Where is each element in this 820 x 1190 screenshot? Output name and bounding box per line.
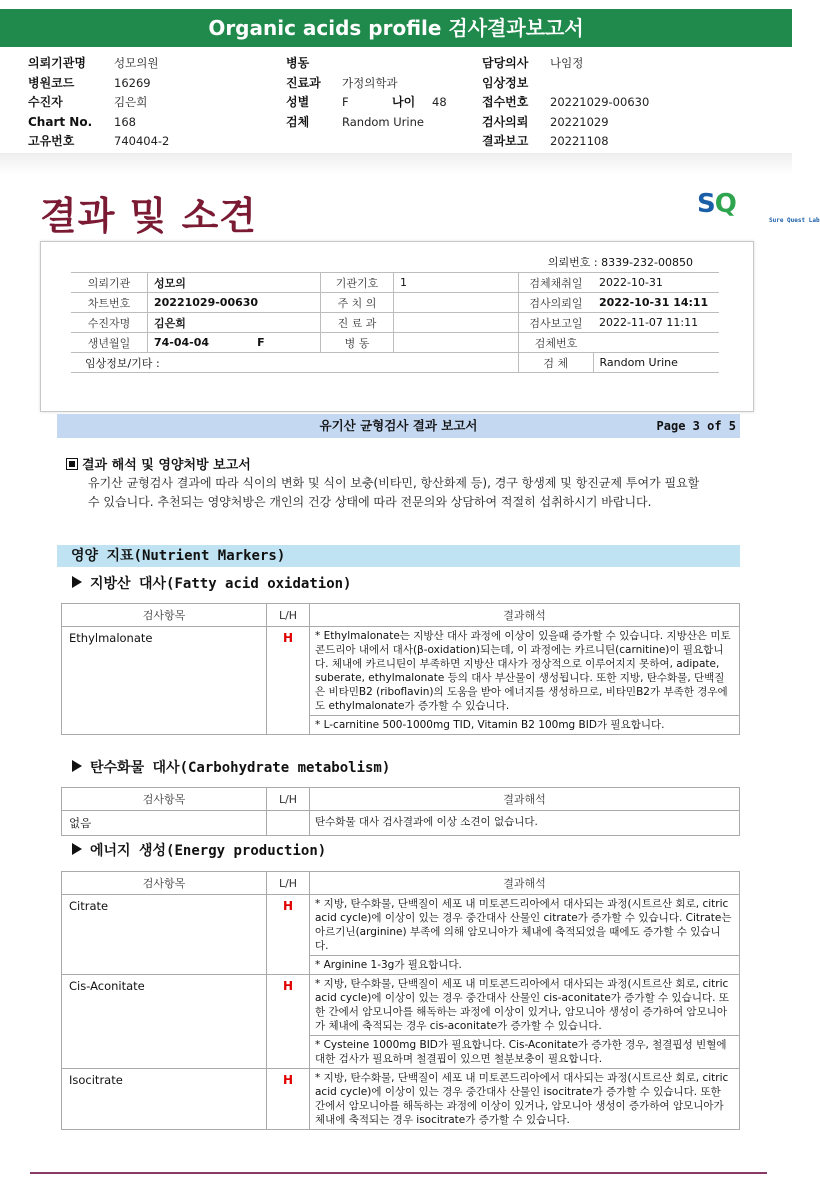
triangle-bullet-icon	[72, 760, 82, 772]
logo-mark-icon: SQ	[697, 189, 736, 219]
cell-label: 차트번호	[71, 293, 148, 313]
interpretation-paragraph: * 지방, 탄수화물, 단백질이 세포 내 미토콘드리아에서 대사되는 과정(시트르산 회로, citric acid cycle)에 이상이 있는 경우 중간대사 산물인 citrate가 증가할 수 있습니다. Citrate는 아르기닌(arginine) 부족에 의해 암모니아가 체내에 축적되었을 때에도 증가할 수 있습니다.	[315, 898, 732, 952]
cell-label: 의뢰기관	[71, 273, 148, 293]
label-unique-no: 고유번호	[28, 134, 75, 148]
specimen-label: 검 체	[519, 353, 594, 373]
interpretation-cell	[310, 895, 740, 975]
value-chart-no: 168	[114, 114, 136, 129]
high-flag: H	[267, 1069, 310, 1130]
subsection-carbohydrate: 탄수화물 대사(Carbohydrate metabolism)	[72, 757, 390, 777]
lab-logo	[697, 189, 820, 229]
cell-value: 2022-11-07 11:11	[593, 313, 719, 333]
header-col-3	[482, 54, 649, 152]
recommendation-paragraph: * Arginine 1-3g가 필요합니다.	[310, 955, 739, 974]
section-title: 유기산 균형검사 결과 보고서	[319, 418, 478, 433]
label-sex: 성별	[286, 95, 310, 109]
item-name: Cis-Aconitate	[62, 975, 267, 1069]
header-col-2	[286, 54, 447, 132]
carbohydrate-table	[61, 787, 740, 836]
high-flag: H	[267, 975, 310, 1069]
high-flag: H	[267, 895, 310, 975]
value-hospital-code: 16269	[114, 75, 151, 90]
item-name: Citrate	[62, 895, 267, 975]
subsection-fatty-acid: 지방산 대사(Fatty acid oxidation)	[72, 573, 351, 593]
cell-value: 1	[394, 273, 519, 293]
label-request-date: 검사의뢰	[482, 114, 529, 129]
recommendation-paragraph: * Cysteine 1000mg BID가 필요합니다. Cis-Aconitate가 증가한 경우, 철결핍성 빈혈에 대한 검사가 필요하며 철결핍이 있으면 철분보충이 필요합니다.	[310, 1035, 739, 1068]
high-flag: H	[267, 627, 310, 735]
header-interp: 결과해석	[310, 604, 740, 627]
label-clinical-info: 임상정보	[482, 75, 529, 90]
square-bullet-icon	[66, 458, 78, 470]
footer-divider	[30, 1172, 767, 1174]
patient-info-table	[71, 272, 719, 373]
header-interp: 결과해석	[310, 788, 740, 811]
cell-label: 주 치 의	[321, 293, 394, 313]
cell-label: 병 동	[321, 333, 394, 353]
label-report-date: 결과보고	[482, 134, 529, 148]
cell-value: 2022-10-31 14:11	[593, 293, 719, 313]
value-requester: 성모의원	[114, 56, 159, 70]
cell-value	[394, 313, 519, 333]
triangle-bullet-icon	[72, 843, 82, 855]
cell-value: 20221029-00630	[148, 293, 321, 313]
label-requester: 의뢰기관명	[28, 56, 86, 70]
recommendation-paragraph: * L-carnitine 500-1000mg TID, Vitamin B2 100mg BID가 필요합니다.	[310, 715, 739, 734]
clinical-info-cell: 임상정보/기타 :	[71, 353, 519, 373]
registration-number: 의뢰번호 : 8339-232-00850	[547, 256, 693, 269]
cell-label: 수진자명	[71, 313, 148, 333]
banner-title: 결과 및 소견	[40, 193, 257, 238]
table-row	[62, 1069, 740, 1130]
value-receipt-no: 20221029-00630	[550, 95, 650, 109]
interpretation-paragraph: 탄수화물 대사 검사결과에 이상 소견이 없습니다.	[315, 816, 538, 828]
interpretation-paragraph: * Ethylmalonate는 지방산 대사 과정에 이상이 있을때 증가할 수 있습니다. 지방산은 미토콘드리아 내에서 대사(β-oxidation)되는데, 이 과정에는 카르니틴(carnitine)이 필요합니다. 체내에 카르니틴이 부족하면 지방산 대사가 정상적으로 이루어지지 못하여, adipate, suberate, ethylmalonate 등의 대사 부산물이 생성됩니다. 또한 지방, 탄수화물, 단백질은 비타민B2 (riboflavin)의 도움을 받아 에너지를 생성하므로, 비타민B2가 부족한 경우에도 ethylmalonate가 증가할 수 있습니다.	[315, 630, 731, 712]
header-lh: L/H	[267, 788, 310, 811]
value-department: 가정의학과	[342, 75, 398, 90]
value-patient: 김은희	[114, 95, 148, 109]
cell-value: 74-04-04 F	[148, 333, 321, 353]
cell-value	[394, 333, 519, 353]
label-receipt-no: 접수번호	[482, 95, 529, 109]
cell-value: 2022-10-31	[593, 273, 719, 293]
cell-label: 생년월일	[71, 333, 148, 353]
cell-value: 성모의	[148, 273, 321, 293]
table-header	[62, 788, 740, 811]
interpretation-cell	[310, 975, 740, 1069]
energy-table	[61, 871, 740, 1130]
sex-value: F	[257, 336, 265, 349]
table-header	[62, 604, 740, 627]
value-age: 48	[432, 95, 447, 109]
label-chart-no: Chart No.	[28, 114, 93, 129]
label-hospital-code: 병원코드	[28, 75, 75, 90]
header-col-1	[28, 54, 169, 152]
label-ward: 병동	[286, 56, 310, 70]
report-section-bar	[57, 414, 740, 438]
label-specimen: 검체	[286, 114, 310, 129]
cell-label: 검체번호	[519, 333, 594, 353]
table-row	[62, 627, 740, 735]
interpretation-text: 유기산 균형검사 결과에 따라 식이의 변화 및 식이 보충(비타민, 항산화제 등), 경구 항생제 및 항진균제 투여가 필요할 수 있습니다. 추천되는 영양처방은 개인의 건강 상태에 따라 전문의와 상담하여 적절히 섭취하시기 바랍니다.	[88, 476, 700, 509]
header-lh: L/H	[267, 872, 310, 895]
cell-value	[394, 293, 519, 313]
item-name: Ethylmalonate	[62, 627, 267, 735]
interpretation-paragraph: * 지방, 탄수화물, 단백질이 세포 내 미토콘드리아에서 대사되는 과정(시트르산 회로, citric acid cycle)에 이상이 있는 경우 중간대사 산물인 cis-aconitate가 증가할 수 있습니다. 또한 간에서 암모니아를 해독하는 과정에 이상이 있거나, 암모니아 생성이 증가하여 암모니아가 체내에 축적되는 경우 cis-aconitate가 증가할 수 있습니다.	[315, 978, 729, 1032]
label-doctor: 담당의사	[482, 56, 529, 70]
cell-label: 검사보고일	[519, 313, 594, 333]
subsection-energy: 에너지 생성(Energy production)	[72, 840, 326, 860]
cell-label: 검사의뢰일	[519, 293, 594, 313]
interpretation-heading: 결과 해석 및 영양처방 보고서	[66, 454, 251, 473]
table-row	[62, 895, 740, 975]
item-name: Isocitrate	[62, 1069, 267, 1130]
specimen-value: Random Urine	[593, 353, 719, 373]
logo-subtitle: Sure Quest Lab	[769, 217, 820, 224]
nutrient-markers-bar: 영양 지표(Nutrient Markers)	[57, 545, 740, 567]
value-request-date: 20221029	[550, 114, 609, 129]
triangle-bullet-icon	[72, 576, 82, 588]
value-report-date: 20221108	[550, 134, 609, 148]
table-header	[62, 872, 740, 895]
value-doctor: 나임정	[550, 56, 584, 70]
label-age: 나이	[392, 95, 416, 109]
interpretation-cell	[310, 811, 740, 836]
value-sex: F	[342, 95, 349, 109]
interpretation-paragraph: * 지방, 탄수화물, 단백질이 세포 내 미토콘드리아에서 대사되는 과정(시트르산 회로, citric acid cycle)에 이상이 있는 경우 중간대사 산물인 isocitrate가 증가할 수 있습니다. 또한 간에서 암모니아를 해독하는 과정에 이상이 있거나, 암모니아 생성이 증가하여 암모니아가 체내에 축적되는 경우 isocitrate가 증가할 수 있습니다.	[315, 1072, 729, 1126]
cell-value	[593, 333, 719, 353]
value-unique-no: 740404-2	[114, 134, 170, 148]
report-title: Organic acids profile 검사결과보고서	[0, 9, 792, 47]
value-specimen: Random Urine	[342, 114, 424, 129]
fatty-acid-table	[61, 603, 740, 735]
table-row	[62, 811, 740, 836]
cell-label: 기관기호	[321, 273, 394, 293]
label-department: 진료과	[286, 75, 321, 90]
header-lh: L/H	[267, 604, 310, 627]
page-indicator: Page 3 of 5	[656, 419, 736, 433]
header-item: 검사항목	[62, 604, 267, 627]
header-item: 검사항목	[62, 788, 267, 811]
table-row	[62, 975, 740, 1069]
flag-cell	[267, 811, 310, 836]
cell-label: 검체채취일	[519, 273, 594, 293]
cell-value: 김은희	[148, 313, 321, 333]
patient-info-card	[40, 241, 754, 412]
label-patient: 수진자	[28, 95, 63, 109]
divider-shadow	[0, 153, 792, 175]
cell-label: 진 료 과	[321, 313, 394, 333]
header-item: 검사항목	[62, 872, 267, 895]
header-interp: 결과해석	[310, 872, 740, 895]
item-name: 없음	[62, 811, 267, 836]
interpretation-cell	[310, 627, 740, 735]
interpretation-cell	[310, 1069, 740, 1130]
